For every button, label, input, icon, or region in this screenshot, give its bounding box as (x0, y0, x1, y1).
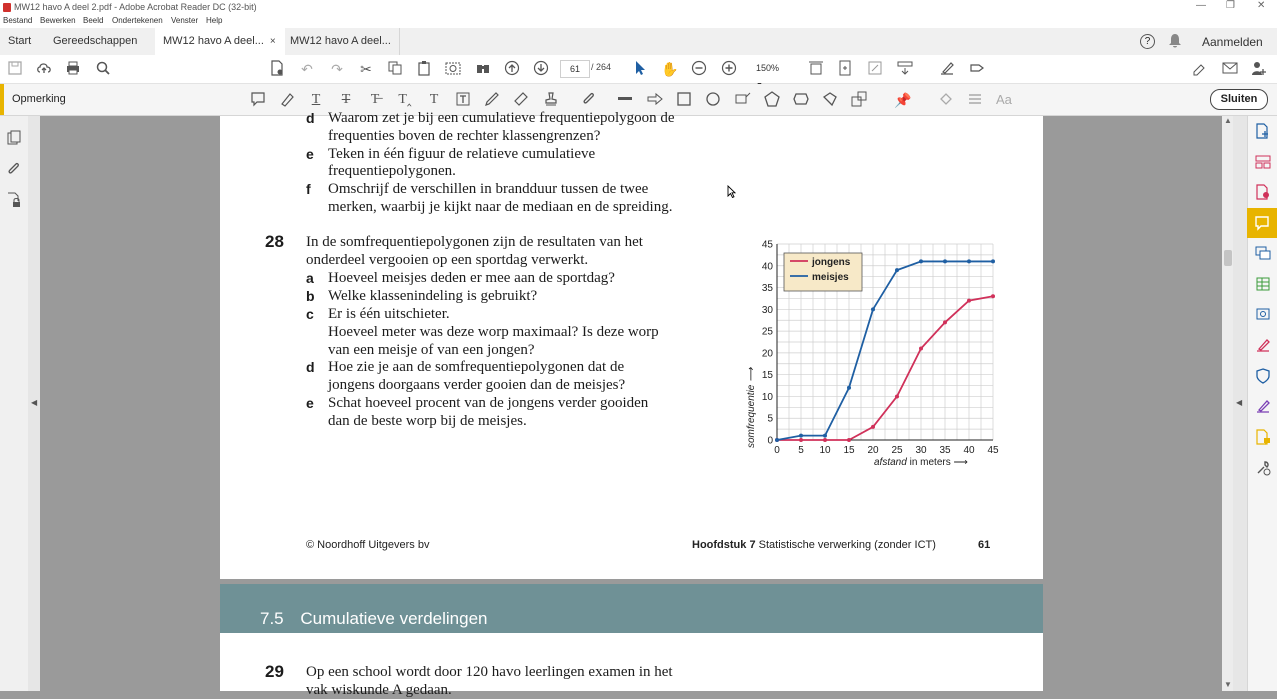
data-point-meisjes (991, 259, 995, 263)
item-letter: b (306, 288, 315, 304)
tab-start-label: Start (8, 35, 32, 47)
polygon-icon[interactable] (763, 91, 781, 109)
zoom-in-icon[interactable] (720, 60, 738, 78)
item-text: Hoeveel meisjes deden er mee aan de sportdag? (328, 270, 615, 286)
y-tick-label: 35 (761, 283, 773, 295)
x-tick-label: 10 (819, 445, 831, 456)
line-width-icon[interactable] (966, 91, 984, 109)
data-point-meisjes (895, 268, 899, 272)
copyright: © Noordhoff Uitgevers bv (306, 539, 430, 551)
y-tick-label: 20 (761, 348, 773, 360)
comment-tool-label: Opmerking (12, 93, 66, 105)
sticky-note-icon[interactable] (249, 91, 267, 109)
y-tick-label: 10 (761, 391, 773, 403)
item-letter: d (306, 110, 315, 126)
chevron-right-icon: ◀ (1236, 398, 1243, 407)
y-tick-label: 45 (761, 239, 773, 251)
menu-help[interactable]: Help (206, 16, 223, 25)
item-text: Schat hoeveel procent van de jongens verder gooiden (328, 395, 649, 411)
binoculars-icon[interactable] (474, 60, 492, 78)
send-for-signature-icon[interactable] (1254, 398, 1272, 416)
snapshot-icon[interactable] (444, 60, 462, 78)
item-letter: e (306, 395, 314, 411)
data-point-meisjes (871, 307, 875, 311)
protect-shield-icon[interactable] (1254, 368, 1272, 386)
menu-bar (0, 15, 1277, 28)
draw-shapes-icon[interactable] (850, 91, 868, 109)
restore-button[interactable]: ❐ (1226, 0, 1235, 11)
question-intro: vak wiskunde A gedaan. (306, 682, 452, 698)
fill-color-icon[interactable] (937, 91, 955, 109)
data-point-meisjes (775, 438, 779, 442)
item-text: merken, waarbij je kijkt naar de mediaan en de spreiding. (328, 199, 673, 215)
x-axis-label-rest: in meters (909, 457, 951, 468)
callout-icon[interactable] (734, 91, 752, 109)
chapter-title: Statistische verwerking (zonder ICT) (758, 539, 936, 551)
menu-venster[interactable]: Venster (171, 16, 199, 25)
item-letter: d (306, 359, 315, 375)
tab-document-1-label: MW12 havo A deel... (163, 35, 264, 47)
add-text-icon[interactable]: T (429, 92, 439, 107)
comment-icon (1254, 215, 1270, 231)
insert-text-icon[interactable]: T‸ (398, 92, 412, 107)
zoom-value: 150% (756, 63, 780, 73)
data-point-jongens (943, 320, 947, 324)
print-icon[interactable] (64, 60, 82, 78)
x-tick-label: 20 (867, 445, 879, 456)
left-navigation-panel (0, 116, 29, 691)
comment-tool-active[interactable] (1247, 208, 1277, 238)
tab-document-2[interactable] (282, 28, 400, 55)
item-text: dan de beste worp bij de meisjes. (328, 413, 527, 429)
question-intro: Op een school wordt door 120 havo leerlingen examen in het (306, 664, 673, 680)
close-window-button[interactable]: ✕ (1257, 0, 1266, 11)
arrow-icon[interactable] (646, 91, 664, 109)
data-point-jongens (919, 347, 923, 351)
item-text: Omschrijf de verschillen in brandduur tussen de twee (328, 181, 649, 197)
data-point-jongens (991, 294, 995, 298)
oval-icon[interactable] (704, 91, 722, 109)
x-tick-label: 25 (891, 445, 903, 456)
x-tick-label: 15 (843, 445, 855, 456)
tab-start[interactable] (0, 28, 39, 55)
link-edit-icon[interactable] (1191, 60, 1209, 78)
strikethrough-icon[interactable]: T (341, 92, 351, 107)
scroll-down-icon[interactable]: ▼ (1224, 680, 1232, 689)
stamp-icon[interactable] (542, 91, 560, 109)
chevron-left-icon: ◀ (31, 398, 38, 407)
redo-icon[interactable]: ↷ (331, 61, 343, 77)
pdf-page-62 (220, 584, 1043, 698)
chapter-number: Hoofdstuk 7 (692, 539, 756, 551)
item-text: Er is één uitschieter. (328, 306, 450, 322)
item-text: jongens doorgaans verder gooien dan de meisjes? (328, 377, 626, 393)
fit-page-icon[interactable] (836, 60, 854, 78)
fill-sign-tool-icon[interactable] (1254, 337, 1272, 355)
y-tick-label: 25 (761, 326, 773, 338)
font-properties[interactable]: Aa (996, 92, 1012, 107)
replace-text-icon[interactable]: T̶ (370, 92, 380, 107)
item-text: Teken in één figuur de relatieve cumulatieve (328, 146, 596, 162)
item-text: Hoe zie je aan de somfrequentiepolygonen dat de (328, 359, 625, 375)
fit-width-icon[interactable] (807, 60, 825, 78)
item-letter: a (306, 270, 314, 286)
data-point-meisjes (943, 259, 947, 263)
data-point-jongens (871, 425, 875, 429)
document-settings-icon[interactable] (268, 60, 286, 78)
mouse-cursor (727, 185, 736, 203)
data-point-jongens (799, 438, 803, 442)
question-intro: onderdeel vergooien op een sportdag verwerkt. (306, 252, 589, 268)
x-axis-label-italic: afstand (874, 457, 907, 468)
right-panel-toggle[interactable] (1233, 116, 1247, 691)
full-screen-icon[interactable] (866, 60, 884, 78)
select-cursor-icon[interactable] (631, 60, 649, 78)
more-tools-icon[interactable] (1254, 460, 1272, 478)
section-title (260, 609, 487, 629)
pdf-page-61 (220, 110, 1043, 579)
chart-legend (784, 253, 862, 291)
chapter-footer (692, 539, 936, 551)
hand-tool-icon[interactable]: ✋ (661, 61, 679, 77)
paste-icon[interactable] (415, 60, 433, 78)
legend-label-meisjes: meisjes (812, 272, 849, 283)
y-tick-label: 30 (761, 304, 773, 316)
pin-icon[interactable]: 📌 (894, 92, 912, 108)
data-point-meisjes (847, 386, 851, 390)
underline-text-icon[interactable]: T (311, 92, 321, 107)
attach-file-icon[interactable] (580, 91, 598, 109)
mail-icon[interactable] (1221, 60, 1239, 78)
active-tool-indicator (0, 84, 4, 115)
window-title: MW12 havo A deel 2.pdf - Adobe Acrobat Reader DC (32-bit) (14, 2, 257, 12)
share-icon[interactable] (968, 60, 986, 78)
chart-x-axis-label (874, 457, 968, 468)
scan-ocr-icon[interactable] (1254, 306, 1272, 324)
y-tick-label: 0 (767, 435, 773, 447)
x-tick-label: 30 (915, 445, 927, 456)
section-number: 7.5 (260, 609, 284, 628)
page-number: 61 (978, 539, 991, 551)
undo-icon[interactable]: ↶ (301, 61, 313, 77)
item-letter: f (306, 181, 311, 197)
data-point-jongens (967, 299, 971, 303)
cloud-icon[interactable] (792, 91, 810, 109)
y-tick-label: 5 (767, 413, 773, 425)
help-icon[interactable]: ? (1140, 34, 1155, 49)
legend-label-jongens: jongens (812, 257, 851, 268)
data-point-meisjes (823, 434, 827, 438)
send-for-comments-icon[interactable] (1254, 429, 1272, 447)
page-total: / 264 (591, 62, 612, 72)
polyline-icon[interactable] (821, 91, 839, 109)
login-button[interactable]: Aanmelden (1202, 35, 1263, 49)
create-pdf-icon[interactable] (1254, 123, 1272, 141)
item-text: frequentiepolygonen. (328, 163, 456, 179)
menu-bestand[interactable]: Bestand (3, 16, 33, 25)
tab-close-icon[interactable]: × (269, 36, 276, 47)
zoom-select[interactable] (748, 60, 794, 76)
tab-document-2-label: MW12 havo A deel... (290, 35, 391, 47)
section-name: Cumulatieve verdelingen (300, 609, 488, 628)
cumulative-frequency-chart (740, 236, 1010, 476)
text-box-icon[interactable] (454, 91, 472, 109)
item-text: Waarom zet je bij een cumulatieve frequentiepolygoon de (328, 110, 675, 126)
scrollbar-thumb[interactable] (1224, 250, 1232, 266)
y-tick-label: 40 (761, 261, 773, 273)
left-panel-toggle[interactable] (28, 116, 40, 691)
copy-icon[interactable] (386, 60, 404, 78)
data-point-meisjes (919, 259, 923, 263)
item-text: frequenties boven de rechter klassengrenzen? (328, 128, 601, 144)
title-bar (0, 0, 1277, 15)
item-text: Welke klassenindeling is gebruikt? (328, 288, 538, 304)
data-point-jongens (823, 438, 827, 442)
item-letter: e (306, 146, 314, 162)
user-add-icon[interactable] (1250, 60, 1268, 78)
export-pdf-icon[interactable] (1254, 184, 1272, 202)
data-point-jongens (847, 438, 851, 442)
x-tick-label: 45 (987, 445, 999, 456)
eraser-icon[interactable] (512, 91, 530, 109)
main-toolbar (0, 55, 1277, 84)
minimize-button[interactable]: — (1196, 0, 1206, 11)
menu-beeld[interactable]: Beeld (83, 16, 104, 25)
highlight-icon[interactable] (278, 91, 296, 109)
attachments-icon[interactable] (5, 161, 23, 179)
notification-bell-icon[interactable] (1168, 33, 1182, 52)
zoom-out-icon[interactable] (690, 60, 708, 78)
right-tools-panel (1247, 116, 1277, 691)
page-number-input[interactable]: 61 (560, 60, 590, 78)
item-letter: c (306, 306, 314, 322)
next-page-icon[interactable] (532, 60, 550, 78)
organize-pages-icon[interactable] (1254, 154, 1272, 172)
acrobat-icon (3, 3, 11, 12)
menu-ondertekenen[interactable]: Ondertekenen (112, 16, 163, 25)
line-icon[interactable] (616, 91, 634, 109)
data-point-jongens (895, 394, 899, 398)
upload-cloud-icon[interactable] (35, 60, 53, 78)
combine-files-icon[interactable] (1254, 245, 1272, 263)
search-icon[interactable] (94, 60, 112, 78)
tab-row (0, 28, 1277, 56)
spreadsheet-export-icon[interactable] (1254, 276, 1272, 294)
x-axis-label-arrow: ⟶ (953, 457, 968, 468)
fill-sign-icon[interactable] (938, 60, 956, 78)
chart-y-axis-label: somfrequentie ⟶ (746, 367, 757, 448)
previous-page-icon[interactable] (503, 60, 521, 78)
scroll-up-icon[interactable]: ▲ (1224, 116, 1232, 125)
x-tick-label: 5 (798, 445, 804, 456)
rectangle-icon[interactable] (675, 91, 693, 109)
data-point-meisjes (967, 259, 971, 263)
tab-tools-label: Gereedschappen (53, 35, 138, 47)
x-tick-label: 40 (963, 445, 975, 456)
scroll-mode-icon[interactable] (896, 60, 914, 78)
x-tick-label: 0 (774, 445, 780, 456)
question-intro: In de somfrequentiepolygonen zijn de resultaten van het (306, 234, 643, 250)
save-icon[interactable] (6, 60, 24, 78)
pencil-icon[interactable] (483, 91, 501, 109)
y-tick-label: 15 (761, 370, 773, 382)
question-number: 29 (265, 662, 284, 681)
section-header (220, 584, 1043, 633)
tab-document-1[interactable] (155, 28, 285, 55)
item-text: van een meisje of van een jongen? (328, 342, 535, 358)
pages-thumbnail-icon[interactable] (5, 130, 23, 148)
data-point-meisjes (799, 434, 803, 438)
menu-bewerken[interactable]: Bewerken (40, 16, 76, 25)
item-text: Hoeveel meter was deze worp maximaal? Is deze worp (328, 324, 659, 340)
question-number: 28 (265, 232, 284, 251)
cut-icon[interactable]: ✂ (360, 61, 372, 77)
x-tick-label: 35 (939, 445, 951, 456)
close-comment-button[interactable]: Sluiten (1210, 89, 1268, 110)
document-lock-icon[interactable] (5, 192, 23, 210)
tab-tools[interactable] (45, 28, 145, 55)
